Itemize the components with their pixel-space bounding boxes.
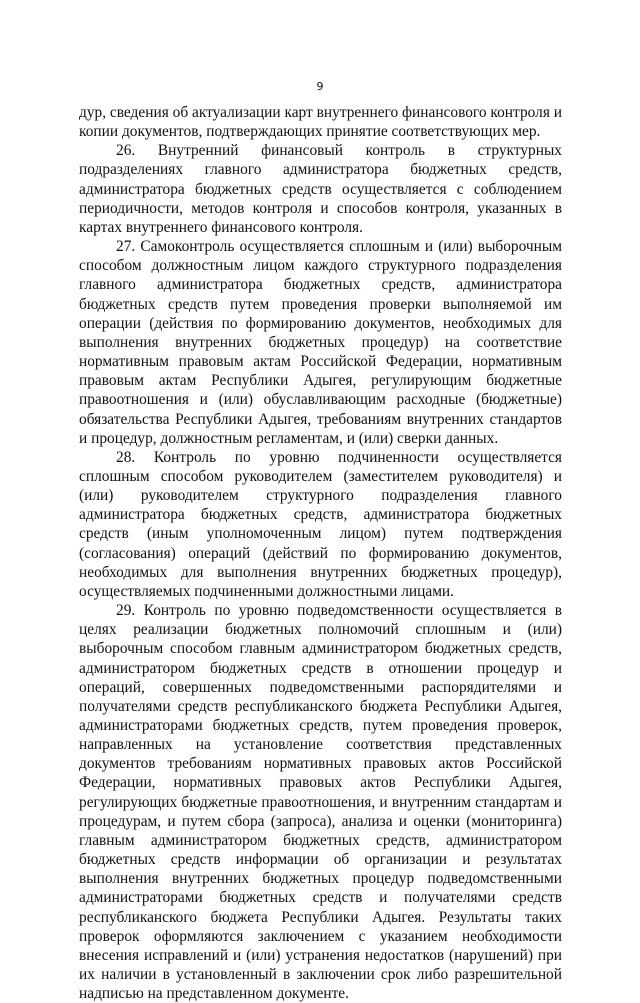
page-number: 9 bbox=[316, 80, 324, 93]
paragraph-continuation: дур, сведения об актуализации карт внутреннего финансового контроля и копии документов, подтверждающих принятие соответствующих мер. bbox=[79, 104, 562, 141]
paragraph-item-29: 29. Контроль по уровню подведомственности осуществляется в целях реализации бюджетных полномочий сплошным и (или) выборочным способом главным администратором бюджетных средств, администратором бюджетных средств в отношении процедур и операций, совершенных подведомственными распорядителями и получателями средств республиканского бюджета Республики Адыгея, администраторами бюджетных средств, путем проведения проверок, направленных на установление соответствия представленных документов требованиям нормативных правовых актов Российской Федерации, нормативных правовых актов Республики Адыгея, регулирующих бюджетные правоотношения, и внутренним стандартам и процедурам, и путем сбора (запроса), анализа и оценки (мониторинга) главным администратором бюджетных средств, администратором бюджетных средств информации об организации и результатах выполнения внутренних бюджетных процедур подведомственными администраторами бюджетных средств и получателями средств республиканского бюджета Республики Адыгея. Результаты таких проверок оформляются заключением с указанием необходимости внесения исправлений и (или) устранения недостатков (нарушений) при их наличии в установленный в заключении срок либо разрешительной надписью на представленном документе. bbox=[79, 602, 562, 1003]
paragraph-item-28: 28. Контроль по уровню подчиненности осуществляется сплошным способом руководителем (заместителем руководителя) и (или) руководителем структурного подразделения главного администратора бюджетных средств, администратора бюджетных средств (иным уполномоченным лицом) путем подтверждения (согласования) операций (действий по формированию документов, необходимых для выполнения внутренних бюджетных процедур), осуществляемых подчиненными должностными лицами. bbox=[79, 448, 562, 600]
paragraph-item-27: 27. Самоконтроль осуществляется сплошным и (или) выборочным способом должностным лицом каждого структурного подразделения главного администратора бюджетных средств, администратора бюджетных средств путем проведения проверки выполняемой им операции (действия по формированию документов, необходимых для выполнения внутренних бюджетных процедур) на соответствие нормативным правовым актам Российской Федерации, нормативным правовым актам Республики Адыгея, регулирующим бюджетные правоотношения и (или) обуславливающим расходные (бюджетные) обязательства Республики Адыгея, требованиям внутренних стандартов и процедур, должностным регламентам, и (или) сверки данных. bbox=[79, 238, 562, 447]
paragraph-item-26: 26. Внутренний финансовый контроль в структурных подразделениях главного администратора бюджетных средств, администратора бюджетных средств осуществляется с соблюдением периодичности, методов контроля и способов контроля, указанных в картах внутреннего финансового контроля. bbox=[79, 142, 562, 236]
document-body bbox=[79, 103, 562, 1003]
